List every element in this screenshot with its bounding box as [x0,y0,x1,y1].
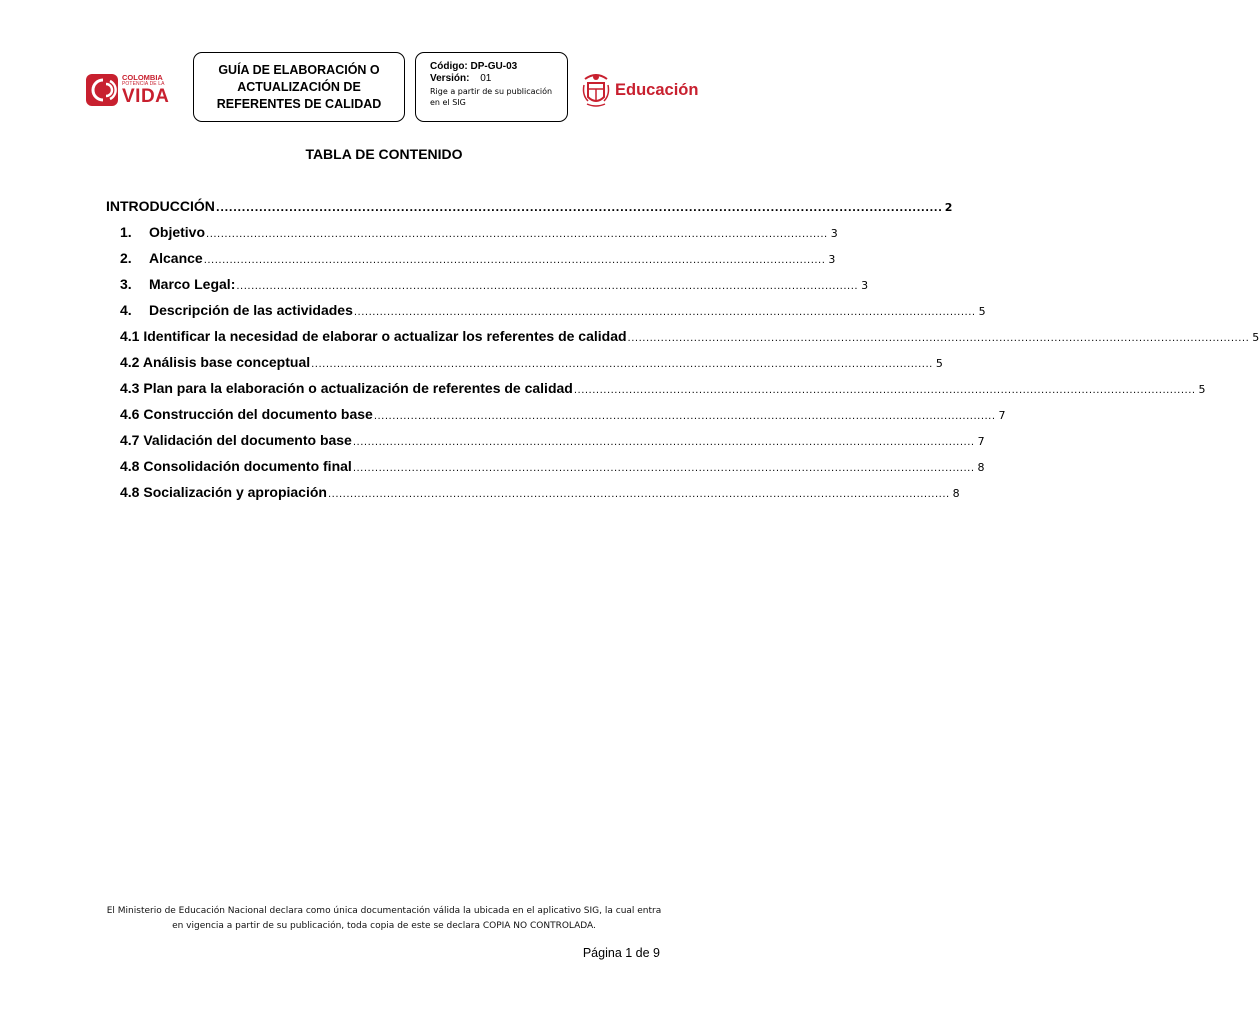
colombia-potencia-de-la-vida-logo [86,72,176,108]
toc-entry-4-8-socializacion[interactable] [106,484,960,510]
version-value: 01 [480,73,492,84]
toc-entry-descripcion-actividades[interactable] [106,302,986,328]
toc-entry-number: 3. [120,276,132,292]
toc-entry-number: 1. [120,224,132,240]
table-of-contents [106,198,1259,510]
toc-entry-page: 3 [861,279,869,292]
toc-entry-page: 5 [978,305,986,318]
document-version [430,73,567,85]
toc-entry-page: 7 [998,409,1006,422]
footer-disclaimer-line-1: El Ministerio de Educación Nacional declara como única documentación válida la ubicada en el aplicativo SIG, la cual entra [106,906,662,916]
document-title-box [193,52,405,122]
toc-leader-dots: ......................................................................................................................................................................... [236,281,859,292]
toc-entry-page: 3 [830,227,838,240]
toc-entry-alcance[interactable] [106,250,836,276]
toc-leader-dots: ......................................................................................................................................................................... [373,411,996,422]
toc-entry-label: 4.2 Análisis base conceptual [120,354,311,370]
footer-disclaimer-line-2: en vigencia a partir de su publicación, toda copia de este se declara COPIA NO CONTROLADA. [172,921,596,931]
toc-entry-label: 4.8 Consolidación documento final [120,458,352,474]
toc-entry-label: 4.8 Socialización y apropiación [120,484,327,500]
toc-entry-4-1[interactable] [106,328,1259,354]
toc-entry-page: 8 [977,461,985,474]
toc-entry-label: Descripción de las actividades [149,302,353,318]
toc-leader-dots: ......................................................................................................................................................................... [215,203,943,214]
toc-entry-label: Alcance [149,250,203,266]
title-line-3: REFERENTES DE CALIDAD [216,96,382,111]
toc-entry-label: 4.7 Validación del documento base [120,432,352,448]
toc-entry-page: 5 [1252,331,1259,344]
toc-leader-dots: ......................................................................................................................................................................... [206,229,828,240]
toc-entry-label: Marco Legal: [149,276,236,292]
toc-entry-label: Objetivo [149,224,206,240]
toc-entry-marco-legal[interactable] [106,276,869,302]
toc-entry-page: 5 [935,357,943,370]
ministerio-educacion-logo [581,70,699,110]
toc-leader-dots: ......................................................................................................................................................................... [327,489,950,500]
document-code: Código: DP-GU-03 [430,61,518,72]
toc-leader-dots: ......................................................................................................................................................................... [627,333,1250,344]
logo-line-colombia: COLOMBIA [122,72,163,82]
toc-leader-dots: ......................................................................................................................................................................... [203,255,826,266]
toc-entry-4-7[interactable] [106,432,985,458]
toc-entry-objetivo[interactable] [106,224,838,250]
toc-entry-label: 4.6 Construcción del documento base [120,406,373,422]
educacion-logo-text: Educación [615,80,699,99]
coat-of-arms-icon [581,71,611,109]
version-label: Versión: [430,73,470,84]
colombia-logo-icon [86,74,118,106]
logo-line-vida: VIDA [122,86,170,108]
footer-disclaimer [90,904,678,934]
toc-entry-page: 5 [1198,383,1206,396]
document-code-box [415,52,568,122]
toc-entry-label: 4.1 Identificar la necesidad de elaborar o actualizar los referentes de calidad [120,328,627,344]
toc-entry-4-2[interactable] [106,354,943,380]
toc-leader-dots: ......................................................................................................................................................................... [352,437,975,448]
toc-entry-4-8-consolidacion[interactable] [106,458,985,484]
title-line-2: ACTUALIZACIÓN DE [237,79,361,94]
toc-entry-number: 2. [120,250,132,266]
toc-entry-number: 4. [120,302,132,318]
toc-entry-page: 2 [944,201,953,214]
toc-entry-introduccion[interactable] [106,198,953,224]
logo-line-potencia: POTENCIA DE LA [122,81,165,88]
toc-title: TABLA DE CONTENIDO [305,146,463,162]
toc-entry-page: 7 [977,435,985,448]
toc-entry-label: INTRODUCCIÓN [106,198,215,214]
toc-entry-4-6[interactable] [106,406,1006,432]
toc-entry-label: 4.3 Plan para la elaboración o actualización de referentes de calidad [120,380,573,396]
page-number: Página 1 de 9 [582,946,660,960]
toc-leader-dots: ......................................................................................................................................................................... [353,307,976,318]
title-line-1: GUÍA DE ELABORACIÓN O [218,62,380,77]
toc-leader-dots: ......................................................................................................................................................................... [311,359,933,370]
toc-entry-page: 8 [952,487,960,500]
toc-entry-page: 3 [828,253,836,266]
toc-leader-dots: ......................................................................................................................................................................... [352,463,975,474]
toc-entry-4-3[interactable] [106,380,1206,406]
validity-line-2: en el SIG [430,98,466,107]
validity-line-1: Rige a partir de su publicación [430,87,553,96]
toc-leader-dots: ......................................................................................................................................................................... [573,385,1196,396]
